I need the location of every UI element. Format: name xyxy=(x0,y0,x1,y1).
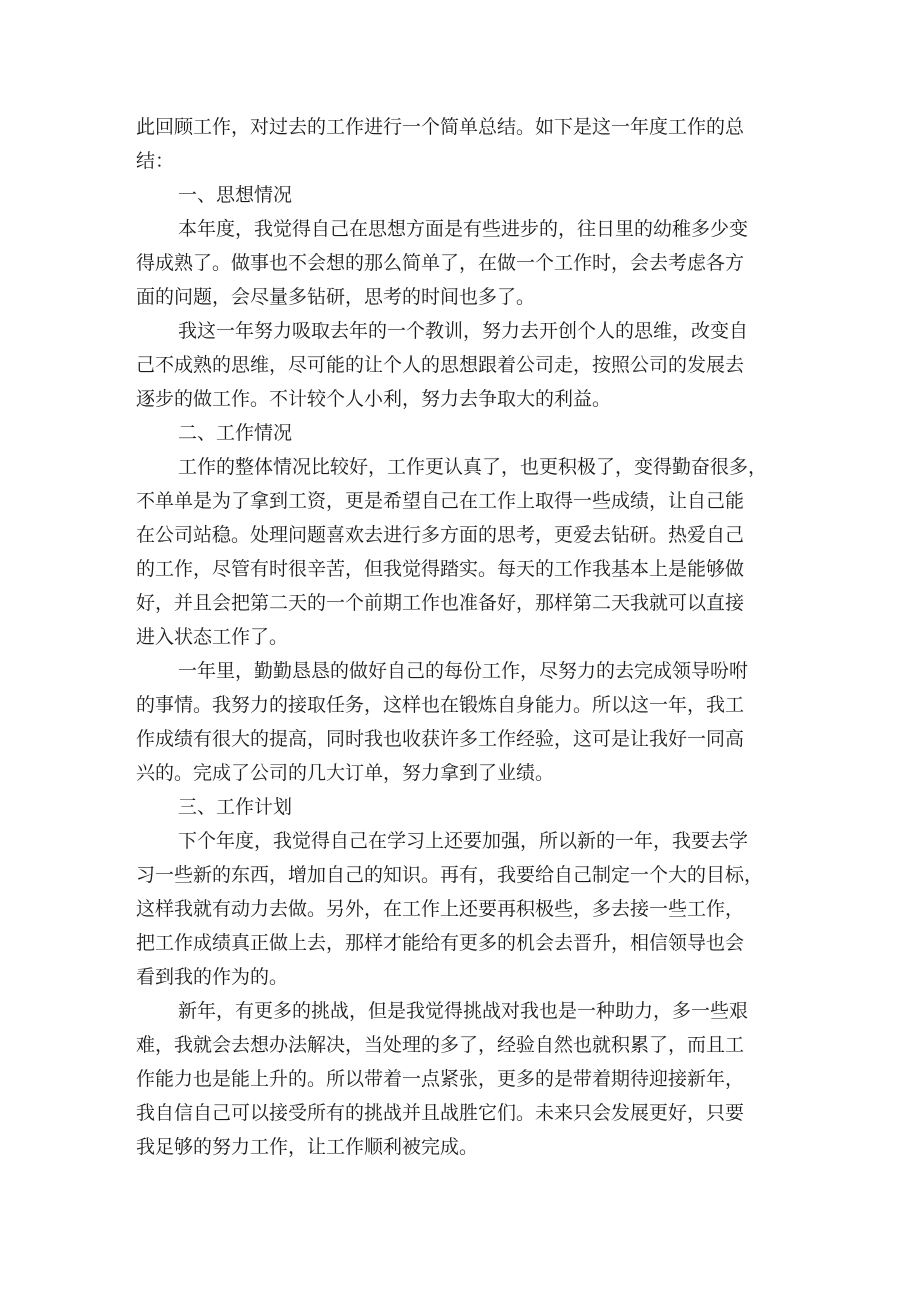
paragraph-line: 看到我的作为的。 xyxy=(136,966,289,988)
paragraph-line: 工作的整体情况比较好，工作更认真了，也更积极了，变得勤奋很多， xyxy=(178,456,768,478)
paragraph-line: 我足够的努力工作，让工作顺利被完成。 xyxy=(136,1136,479,1158)
paragraph xyxy=(136,212,796,314)
paragraph-line: 我这一年努力吸取去年的一个教训，努力去开创个人的思维，改变自 xyxy=(178,320,749,342)
paragraph-line: 作成绩有很大的提高，同时我也收获许多工作经验，这可是让我好一同高 xyxy=(136,728,745,750)
paragraph-line: 己不成熟的思维，尽可能的让个人的思想跟着公司走，按照公司的发展去 xyxy=(136,354,745,376)
paragraph-line: 作能力也是能上升的。所以带着一点紧张，更多的是带着期待迎接新年， xyxy=(136,1068,745,1090)
paragraph xyxy=(136,994,796,1164)
paragraph-line: 难，我就会去想办法解决，当处理的多了，经验自然也就积累了，而且工 xyxy=(136,1034,745,1056)
paragraph-line: 这样我就有动力去做。另外，在工作上还要再积极些，多去接一些工作， xyxy=(136,898,745,920)
paragraph xyxy=(136,824,796,994)
paragraph-line: 本年度，我觉得自己在思想方面是有些进步的，往日里的幼稚多少变 xyxy=(178,218,749,240)
document-page xyxy=(136,110,796,1164)
paragraph-line: 在公司站稳。处理问题喜欢去进行多方面的思考，更爱去钻研。热爱自己 xyxy=(136,524,745,546)
paragraph-line: 新年，有更多的挑战，但是我觉得挑战对我也是一种助力，多一些艰 xyxy=(178,1000,749,1022)
paragraph-line: 把工作成绩真正做上去，那样才能给有更多的机会去晋升，相信领导也会 xyxy=(136,932,745,954)
paragraph-line: 面的问题，会尽量多钻研，思考的时间也多了。 xyxy=(136,286,536,308)
paragraph-line: 的事情。我努力的接取任务，这样也在锻炼自身能力。所以这一年，我工 xyxy=(136,694,745,716)
paragraph xyxy=(136,314,796,416)
section-heading xyxy=(136,178,796,212)
paragraph xyxy=(136,654,796,790)
paragraph-line: 好，并且会把第二天的一个前期工作也准备好，那样第二天我就可以直接 xyxy=(136,592,745,614)
section-heading xyxy=(136,416,796,450)
paragraph-line: 得成熟了。做事也不会想的那么简单了，在做一个工作时，会去考虑各方 xyxy=(136,252,745,274)
section-heading xyxy=(136,790,796,824)
paragraph xyxy=(136,110,796,178)
paragraph-line: 逐步的做工作。不计较个人小利，努力去争取大的利益。 xyxy=(136,388,612,410)
heading-text: 二、工作情况 xyxy=(178,422,293,444)
paragraph-line: 兴的。完成了公司的几大订单，努力拿到了业绩。 xyxy=(136,762,555,784)
heading-text: 三、工作计划 xyxy=(178,796,293,818)
paragraph-line: 习一些新的东西，增加自己的知识。再有，我要给自己制定一个大的目标， xyxy=(136,864,764,886)
paragraph-line: 我自信自己可以接受所有的挑战并且战胜它们。未来只会发展更好，只要 xyxy=(136,1102,745,1124)
paragraph-line: 结： xyxy=(136,150,175,172)
paragraph xyxy=(136,450,796,654)
paragraph-line: 此回顾工作，对过去的工作进行一个简单总结。如下是这一年度工作的总 xyxy=(136,116,745,138)
paragraph-line: 进入状态工作了。 xyxy=(136,626,289,648)
heading-text: 一、思想情况 xyxy=(178,184,293,206)
paragraph-line: 的工作，尽管有时很辛苦，但我觉得踏实。每天的工作我基本上是能够做 xyxy=(136,558,745,580)
paragraph-line: 不单单是为了拿到工资，更是希望自己在工作上取得一些成绩，让自己能 xyxy=(136,490,745,512)
paragraph-line: 下个年度，我觉得自己在学习上还要加强，所以新的一年，我要去学 xyxy=(178,830,749,852)
paragraph-line: 一年里，勤勤恳恳的做好自己的每份工作，尽努力的去完成领导吩咐 xyxy=(178,660,749,682)
